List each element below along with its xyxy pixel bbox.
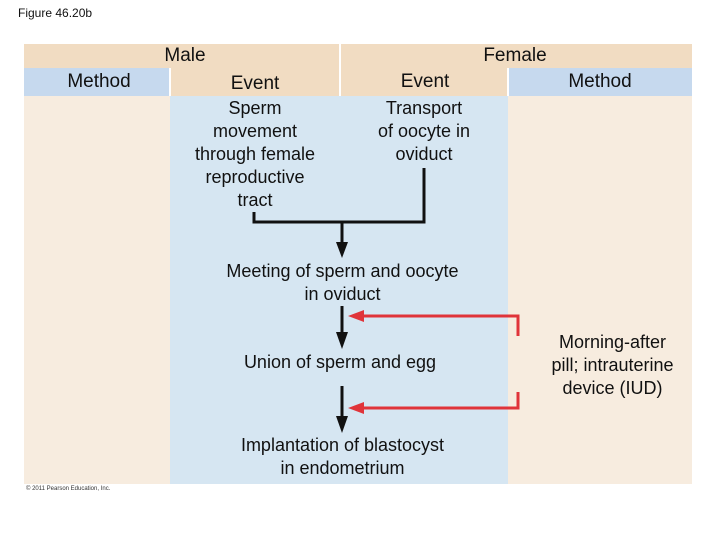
arrowhead-to-meeting: [336, 242, 348, 258]
arrowhead-to-union: [336, 332, 348, 349]
male-header: Male: [164, 45, 206, 66]
meeting-event-text: Meeting of sperm and oocyte in oviduct: [226, 261, 459, 304]
arrowhead-to-implant: [336, 416, 348, 433]
implantation-event-text: Implantation of blastocyst in endometrium: [240, 435, 445, 478]
block-arrow-implant: [362, 392, 518, 408]
method-header-left: Method: [67, 71, 131, 92]
union-event-text: Union of sperm and egg: [243, 352, 437, 372]
block-arrowhead-union: [348, 310, 364, 322]
merge-line: [254, 212, 342, 222]
copyright-notice: © 2011 Pearson Education, Inc.: [26, 486, 111, 492]
event-header-left: Event: [230, 73, 280, 94]
event-header-right: Event: [400, 71, 450, 92]
figure-label: Figure 46.20b: [18, 6, 93, 20]
female-event-text: Transport of oocyte in oviduct: [377, 98, 471, 164]
method-text-right: Morning-after pill; intrauterine device (IUD): [551, 332, 674, 398]
method-header-right: Method: [568, 71, 632, 92]
male-event-text: Sperm movement through female reproductive tract: [194, 98, 316, 210]
female-header: Female: [483, 45, 547, 66]
female-flow-line: [342, 168, 424, 222]
block-arrowhead-implant: [348, 402, 364, 414]
block-arrow-union: [362, 316, 518, 336]
